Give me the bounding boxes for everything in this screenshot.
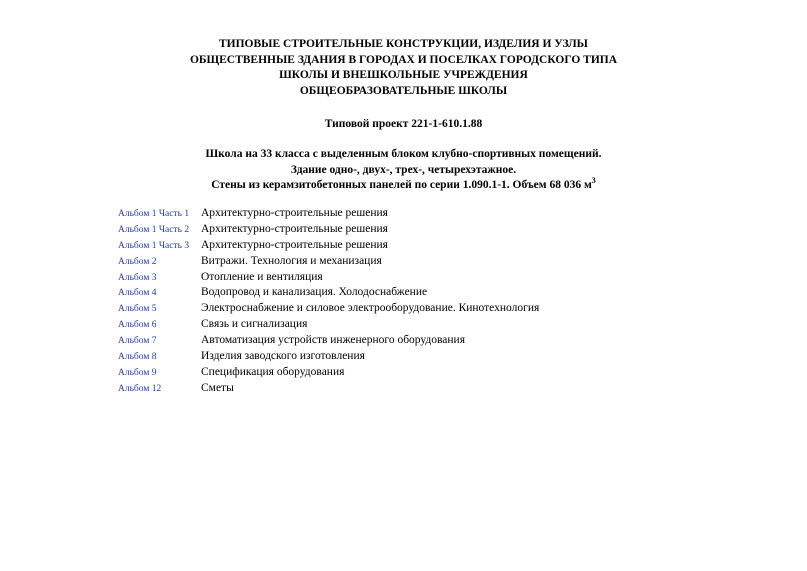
album-list [118, 207, 678, 398]
album-row [118, 239, 678, 255]
album-link[interactable]: Альбом 2 [118, 256, 157, 267]
album-title: Витражи. Технология и механизация [201, 254, 382, 267]
album-link[interactable]: Альбом 1 Часть 3 [118, 240, 190, 251]
description-line-1: Школа на 33 класса с выделенным блоком клубно-спортивных помещений. [205, 148, 602, 160]
album-link[interactable]: Альбом 12 [118, 383, 162, 394]
album-row [118, 223, 678, 239]
album-title: Отопление и вентиляция [201, 270, 323, 283]
album-title: Электроснабжение и силовое электрооборудование. Кинотехнология [201, 302, 540, 315]
album-link[interactable]: Альбом 7 [118, 336, 157, 347]
album-link[interactable]: Альбом 9 [118, 367, 157, 378]
header-line-1: ТИПОВЫЕ СТРОИТЕЛЬНЫЕ КОНСТРУКЦИИ, ИЗДЕЛИЯ И УЗЛЫ [219, 38, 588, 50]
description-line-2: Здание одно-, двух-, трех-, четырехэтажное. [290, 163, 517, 176]
volume-unit-exponent: 3 [591, 176, 596, 186]
album-row [118, 286, 678, 302]
album-row [118, 271, 678, 287]
description-line-3-text: Стены из керамзитобетонных панелей по серии 1.090.1-1. Объем 68 036 м [211, 179, 592, 191]
album-row [118, 318, 678, 334]
album-link[interactable]: Альбом 1 Часть 2 [118, 224, 190, 235]
album-title: Спецификация оборудования [201, 365, 345, 378]
album-title: Изделия заводского изготовления [201, 350, 365, 363]
album-row [118, 334, 678, 350]
album-row [118, 366, 678, 382]
project-description [0, 147, 807, 194]
album-link[interactable]: Альбом 1 Часть 1 [118, 209, 190, 219]
document-header [0, 37, 807, 99]
album-link[interactable]: Альбом 8 [118, 352, 157, 363]
album-row [118, 255, 678, 271]
header-line-4: ОБЩЕОБРАЗОВАТЕЛЬНЫЕ ШКОЛЫ [299, 84, 508, 97]
album-row [118, 207, 678, 223]
album-row [118, 382, 678, 398]
album-link[interactable]: Альбом 6 [118, 320, 157, 331]
album-link[interactable]: Альбом 5 [118, 304, 157, 315]
album-row [118, 302, 678, 318]
album-title: Автоматизация устройств инженерного оборудования [201, 334, 466, 347]
album-title: Архитектурно-строительные решения [201, 238, 388, 251]
album-title: Сметы [201, 381, 234, 394]
album-link[interactable]: Альбом 4 [118, 288, 157, 299]
album-title: Архитектурно-строительные решения [201, 207, 388, 219]
project-title: Типовой проект 221-1-610.1.88 [324, 118, 483, 130]
album-title: Связь и сигнализация [201, 318, 308, 331]
header-line-3: ШКОЛЫ И ВНЕШКОЛЬНЫЕ УЧРЕЖДЕНИЯ [279, 69, 528, 81]
header-line-2: ОБЩЕСТВЕННЫЕ ЗДАНИЯ В ГОРОДАХ И ПОСЕЛКАХ ГОРОДСКОГО ТИПА [189, 53, 618, 66]
album-link[interactable]: Альбом 3 [118, 272, 157, 283]
album-title: Архитектурно-строительные решения [201, 222, 388, 235]
album-title: Водопровод и канализация. Холодоснабжение [201, 286, 428, 299]
album-row [118, 350, 678, 366]
description-line-3 [0, 178, 807, 194]
